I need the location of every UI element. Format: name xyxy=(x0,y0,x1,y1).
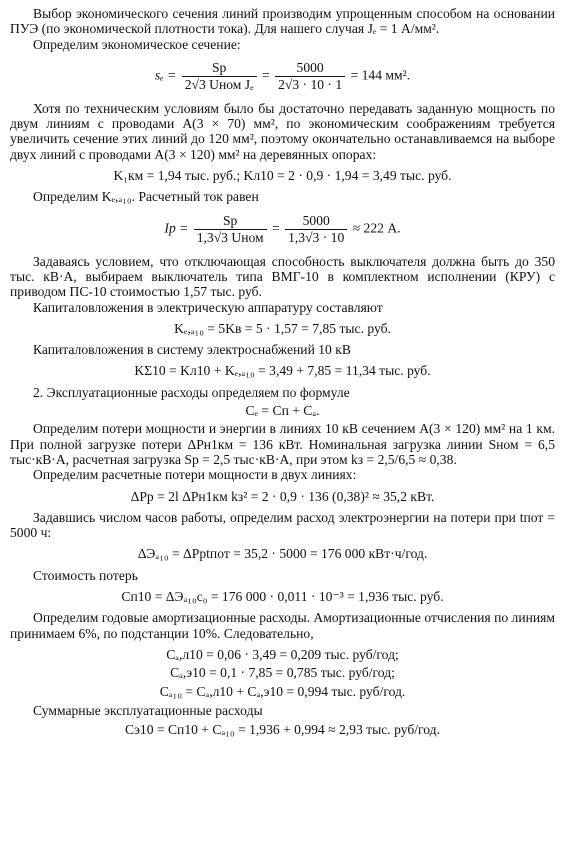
eq-result: ≈ 222 А. xyxy=(352,220,401,236)
equation-total-investment: KΣ10 = Kл10 + Kₑ,ₐ₁₀ = 3,49 + 7,85 = 11,34 тыс. руб. xyxy=(134,363,431,379)
paragraph-power-losses: Определим потери мощности и энергии в линиях 10 кВ сечением А(3 × 120) мм² на 1 км. При полной загрузке потери ΔPн1км = 136 кВт. Номинальная загрузка линии Sном = 6,5 тыс·кВ·А, расчетная загрузка Sр = 2,5 тыс·кВ·А, при этом kз = 2,5/6,5 ≈ 0,38. xyxy=(10,421,555,467)
paragraph-total-operating: Суммарные эксплуатационные расходы xyxy=(33,702,263,718)
paragraph-depreciation: Определим годовые амортизационные расходы. Амортизационные отчисления по линиям принимаем 6%, по подстанции 10%. Следовательно, xyxy=(10,610,556,641)
fraction-general xyxy=(194,213,267,246)
fraction-denominator: 2√3 Uном Jₑ xyxy=(184,76,254,92)
equation-line-cost: K₁км = 1,94 тыс. руб.; Kл10 = 2 · 0,9 · 1,94 = 3,49 тыс. руб. xyxy=(113,168,452,184)
fraction-denominator: 1,3√3 · 10 xyxy=(288,229,345,245)
fraction-numeric xyxy=(275,60,345,93)
equation-energy-loss: ΔЭₐ₁₀ = ΔPрtпот = 35,2 · 5000 = 176 000 кВт·ч/год. xyxy=(137,546,428,562)
equation-power-loss: ΔPр = 2l ΔPн1км kз² = 2 · 0,9 · 136 (0,38)² ≈ 35,2 кВт. xyxy=(130,488,435,504)
eq-result: = 144 мм². xyxy=(350,67,411,83)
fraction-numerator: Sр xyxy=(194,213,267,230)
fraction-numerator: Sр xyxy=(182,60,257,77)
eq-lhs: sₑ = xyxy=(154,67,177,83)
paragraph-define-section: Определим экономическое сечение: xyxy=(33,36,241,52)
eq-equals: = xyxy=(261,67,270,83)
paragraph-energy-loss: Задавшись числом часов работы, определим расход электроэнергии на потери при tпот = 5000 ч: xyxy=(10,509,555,541)
fraction-denominator: 2√3 · 10 · 1 xyxy=(278,76,343,92)
eq-equals: = xyxy=(272,220,280,236)
paragraph-method: Выбор экономического сечения линий производим упрощенным способом на основании ПУЭ (по экономической плотности тока). Для нашего случая Jₑ = 1 А/мм². xyxy=(10,6,555,37)
paragraph-breaker-choice: Задаваясь условием, что отключающая способность выключателя должна быть до 350 тыс. кВ·А, выбираем выключатель типа ВМГ-10 в комплектном исполнении (КРУ) с приводом ПС-10 стоимостью 1,57 тыс. руб. xyxy=(10,253,555,300)
equation-total-operating: Cэ10 = Cп10 + Cₐ₁₀ = 1,936 + 0,994 ≈ 2,93 тыс. руб/год. xyxy=(125,722,440,738)
paragraph-operating-costs: 2. Эксплуатационные расходы определяем по формуле xyxy=(33,384,350,400)
equation-depreciation-total: Cₐ₁₀ = Cₐ,л10 + Cₐ,э10 = 0,994 тыс. руб/год. xyxy=(159,683,406,699)
equation-depreciation-line: Cₐ,л10 = 0,06 · 3,49 = 0,209 тыс. руб/год; xyxy=(166,646,399,662)
equation-loss-cost: Cп10 = ΔЭₐ₁₀c₀ = 176 000 · 0,011 · 10⁻³ = 1,936 тыс. руб. xyxy=(121,589,444,605)
fraction-numeric xyxy=(285,213,347,246)
fraction-general xyxy=(182,60,257,93)
equation-operating-costs: Cₑ = Cп + Cₐ. xyxy=(245,403,320,419)
paragraph-design-losses: Определим расчетные потери мощности в двух линиях: xyxy=(33,467,357,483)
fraction-numerator: 5000 xyxy=(275,60,345,77)
fraction-numerator: 5000 xyxy=(285,213,347,230)
equation-design-current xyxy=(10,205,555,254)
fraction-denominator: 1,3√3 Uном xyxy=(196,229,264,245)
equation-equipment-cost: Kₑ,ₐ₁₀ = 5Kв = 5 · 1,57 = 7,85 тыс. руб. xyxy=(174,320,391,336)
equation-economic-section xyxy=(10,52,555,101)
paragraph-loss-cost: Стоимость потерь xyxy=(33,567,138,583)
paragraph-conductor-choice: Хотя по техническим условиям было бы достаточно передавать заданную мощность по двум линиям с проводами А(3 × 70) мм², по экономическим соображениям требуется увеличить сечение этих линий до 120 мм², поэтому окончательно останавливаемся на выборе двух линий с проводами А(3 × 120) мм² на деревянных опорах: xyxy=(10,100,555,162)
equation-depreciation-substation: Cₐ,э10 = 0,1 · 7,85 = 0,785 тыс. руб/год; xyxy=(170,665,395,681)
paragraph-equipment-investment: Капиталовложения в электрическую аппаратуру составляют xyxy=(33,299,383,315)
paragraph-design-current: Определим Kₑ,ₐ₁₀. Расчетный ток равен xyxy=(33,189,259,205)
paragraph-system-investment: Капиталовложения в систему электроснабжений 10 кВ xyxy=(33,342,351,358)
eq-lhs: Iр = xyxy=(164,220,189,236)
